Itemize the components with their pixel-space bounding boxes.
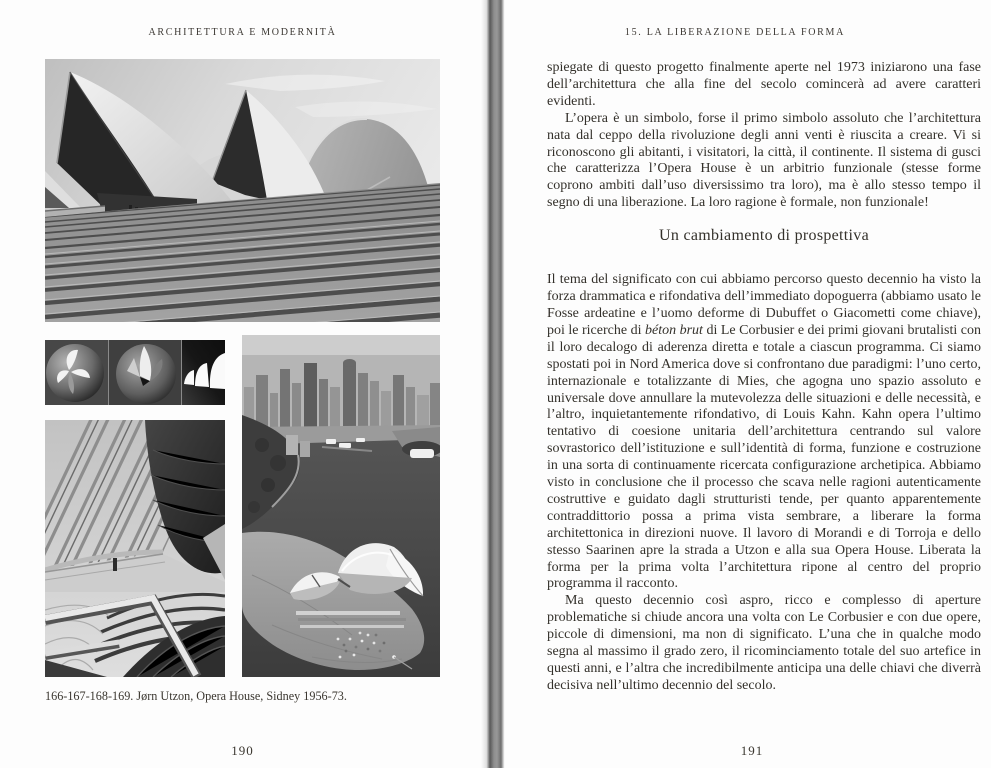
figure-caption: 166-167-168-169. Jørn Utzon, Opera House, Sidney 1956-73. xyxy=(45,689,347,703)
page-right xyxy=(506,0,991,768)
figure-aerial-harbour-photo xyxy=(242,335,440,677)
running-head-left: ARCHITETTURA E MODERNITÀ xyxy=(148,27,337,38)
body-text-column xyxy=(547,60,981,695)
figure-strip-sphere-studies xyxy=(45,340,225,405)
page-left xyxy=(0,0,481,768)
figure-sphere-study-2 xyxy=(109,340,181,405)
section-heading: Un cambiamento di prospettiva xyxy=(659,227,869,245)
figure-sphere-study-1 xyxy=(45,340,108,405)
paragraph-3 xyxy=(547,272,981,593)
figure-interior-construction-photo xyxy=(45,420,225,677)
paragraph-2: L’opera è un simbolo, forse il primo simbolo assoluto che l’architettura nata dal ceppo della rivoluzione degli anni venti è riuscita a creare. Vi si riconoscono gli abitanti, i visitatori, la città, il continente. Il sistema di gusci che caratterizza l’Opera House è un arbitrio funzionale (stesse forme coprono ambiti dall’uso diversissimo tra loro), ma è allo stesso tempo il segno di una liberazione. La loro ragione è formale, non funzionale! xyxy=(547,110,981,211)
running-head-right: 15. LA LIBERAZIONE DELLA FORMA xyxy=(624,27,846,38)
paragraph-1: spiegate di questo progetto finalmente aperte nel 1973 iniziarono una fase dell’architettura che alla fine del secolo comincerà ad avere caratteri evidenti. xyxy=(547,60,981,109)
person-silhouette xyxy=(113,558,117,571)
page-number-right: 191 xyxy=(740,743,764,758)
page-number-left: 190 xyxy=(231,743,254,758)
page-gutter xyxy=(481,0,506,768)
paragraph-3-after: di Le Corbusier e dei primi giovani brutalisti con il loro decalogo di aderenza diretta e totale a ciascun programma. Ci siamo spostati poi in Nord America dove si confrontano due paradigmi: l’uno certo, internazionale e totalizzante di Mies, che agogna uno spazio assoluto e universale dove annullare la mutevolezza delle situazioni e delle necessità, e l’altro, inquietantemente rifondativo, di Louis Kahn. Kahn opera l’ultimo tentativo di coesione unitaria dell’architettura centrando sul valore sovrastorico dell’istituzione e sull’identità di forma, funzione e costruzione in una sorta di continuamente ricercata configurazione archetipica. Abbiamo visto in conclusione che il processo che scava nelle ragioni autenticamente costruttive e guidato dagli strutturisti tende, per quanto apparentemente contraddittorio possa a prima vista sembrare, a liberare la forma architettonica in direzioni nuove. Il lavoro di Morandi e di Torroja e dello stesso Saarinen apre la strada a Utzon e alla sua Opera House. Liberata la forma per la prima volta l’architettura ripone al centro del proprio programma il racconto. xyxy=(547,322,981,592)
figure-sails-silhouette xyxy=(182,340,225,405)
paragraph-3-before: Il tema del significato con cui abbiamo percorso questo decennio ha visto la forza drammatica e rifondativa dell’immediato dopoguerra (abbiamo usato le Fosse ardeatine e l’uomo deforme di Dubuffet o Giacometti come chiave), poi le ricerche di xyxy=(547,272,981,338)
figure-opera-house-shells-photo xyxy=(45,59,440,322)
paragraph-4: Ma questo decennio così aspro, ricco e complesso di aperture problematiche si chiude ancora una volta con Le Corbusier e con due opere, piccole di dimensioni, ma non di significato. L’una che in qualche modo segna al massimo il grado zero, il ricominciamento totale del suo artefice in questi anni, e l’altra che incredibilmente anticipa una delle chiavi che diverrà decisiva nell’ultimo decennio del secolo. xyxy=(547,593,981,693)
paragraph-3-italic: béton brut xyxy=(644,322,703,338)
